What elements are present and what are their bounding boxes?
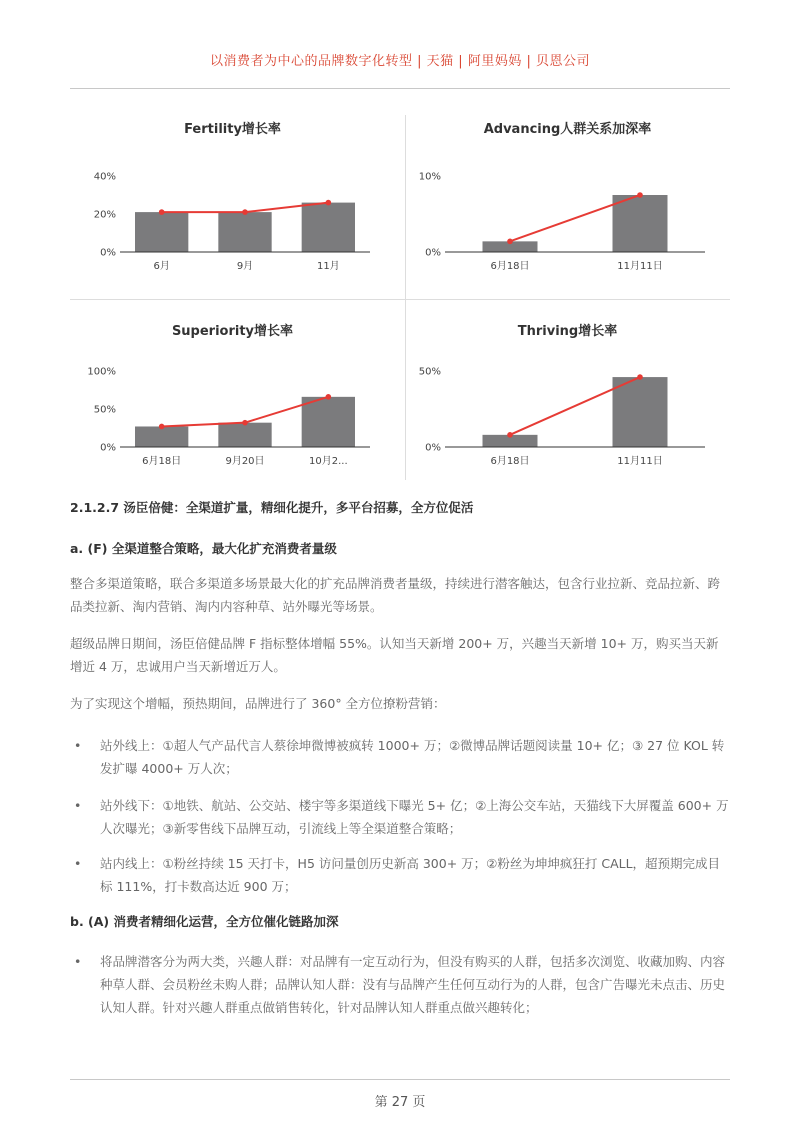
bar	[613, 377, 668, 447]
chart-fertility	[70, 98, 395, 298]
chart-title: Advancing人群关系加深率	[483, 122, 652, 137]
bullet-dot: •	[74, 856, 82, 871]
x-tick-label: 11月	[316, 261, 340, 272]
bar	[135, 212, 188, 252]
chart-svg	[405, 98, 730, 298]
bullet-item	[70, 950, 730, 1019]
x-tick-label: 9月	[236, 261, 254, 272]
subheading-b	[70, 912, 339, 930]
subheading-b-text: b. (A) 消费者精细化运营，全方位催化链路加深	[70, 914, 339, 929]
bullet-text: 站外线下：①地铁、航站、公交站、楼宇等多渠道线下曝光 5+ 亿；②上海公交车站，天猫线下大屏覆盖 600+ 万人次曝光；③新零售线下品牌互动，引流线上等全渠道整合策略；	[100, 798, 729, 836]
trend-point	[637, 192, 643, 198]
y-tick-label: 0%	[425, 442, 441, 454]
x-tick-label: 10月2...	[309, 456, 348, 467]
chart-title: Thriving增长率	[517, 324, 618, 339]
chart-superiority	[70, 300, 395, 485]
footer-rule	[70, 1079, 730, 1080]
y-tick-label: 0%	[425, 247, 441, 259]
chart-title: Superiority增长率	[171, 324, 294, 339]
bullet-item	[70, 734, 730, 780]
y-tick-label: 100%	[87, 366, 116, 378]
x-tick-label: 9月20日	[225, 456, 265, 467]
x-tick-label: 6月18日	[490, 261, 530, 272]
trend-point	[507, 239, 513, 245]
chart-thriving	[405, 300, 730, 485]
section-title: 2.1.2.7 汤臣倍健：全渠道扩量，精细化提升，多平台招募，全方位促活	[70, 500, 474, 515]
paragraph-3: 为了实现这个增幅，预热期间，品牌进行了 360° 全方位撩粉营销：	[70, 696, 446, 711]
x-tick-label: 6月18日	[490, 456, 530, 467]
page-header: 以消费者为中心的品牌数字化转型 | 天猫 | 阿里妈妈 | 贝恩公司	[210, 54, 590, 69]
page-number: 第 27 页	[374, 1095, 426, 1110]
trend-point	[242, 420, 248, 426]
paragraph-2: 超级品牌日期间，汤臣倍健品牌 F 指标整体增幅 55%。认知当天新增 200+ 万，兴趣当天新增 10+ 万，购买当天新增近 4 万，忠诚用户当天新增近万人。	[70, 636, 719, 674]
chart-divider-vertical	[405, 115, 406, 480]
header-rule	[70, 88, 730, 89]
chart-advancing	[405, 98, 730, 298]
bullet-item	[70, 852, 730, 898]
bar	[302, 397, 355, 447]
bullet-text: 站内线上：①粉丝持续 15 天打卡，H5 访问量创历史新高 300+ 万；②粉丝为坤坤疯狂打 CALL，超预期完成目标 111%，打卡数高达近 900 万；	[100, 856, 721, 894]
y-tick-label: 0%	[100, 247, 116, 259]
bar	[135, 426, 188, 447]
x-tick-label: 11月11日	[617, 261, 663, 272]
trend-point	[159, 424, 165, 430]
chart-svg	[70, 98, 395, 298]
trend-point	[326, 200, 332, 206]
y-tick-label: 10%	[418, 171, 441, 183]
bullet-text: 将品牌潜客分为两大类，兴趣人群：对品牌有一定互动行为，但没有购买的人群，包括多次浏览、收藏加购、内容种草人群、会员粉丝未购人群；品牌认知人群：没有与品牌产生任何互动行为的人群，包含广告曝光未点击、历史认知人群。针对兴趣人群重点做销售转化，针对品牌认知人群重点做兴趣转化；	[100, 954, 726, 1015]
bullet-dot: •	[74, 798, 82, 813]
y-tick-label: 20%	[93, 209, 116, 221]
subheading-a-text: a. (F) 全渠道整合策略，最大化扩充消费者量级	[70, 541, 337, 556]
bar	[218, 212, 271, 252]
paragraph-1: 整合多渠道策略，联合多渠道多场景最大化的扩充品牌消费者量级，持续进行潜客触达，包含行业拉新、竞品拉新、跨品类拉新、淘内营销、淘内内容种草、站外曝光等场景。	[70, 576, 721, 614]
x-tick-label: 11月11日	[617, 456, 663, 467]
chart-svg	[70, 300, 395, 485]
chart-divider-horizontal	[70, 299, 730, 300]
bar	[218, 423, 271, 447]
chart-svg	[405, 300, 730, 485]
trend-point	[637, 374, 643, 380]
trend-point	[507, 432, 513, 438]
bullet-item	[70, 794, 730, 840]
subheading-a	[70, 539, 337, 557]
y-tick-label: 50%	[418, 366, 441, 378]
y-tick-label: 40%	[93, 171, 116, 183]
bullet-dot: •	[74, 954, 82, 969]
x-tick-label: 6月	[153, 261, 170, 272]
bar	[302, 203, 355, 252]
trend-point	[326, 394, 332, 400]
chart-title: Fertility增长率	[184, 122, 281, 137]
x-tick-label: 6月18日	[142, 456, 182, 467]
trend-point	[159, 209, 165, 215]
bar	[613, 195, 668, 252]
y-tick-label: 0%	[100, 442, 116, 454]
trend-point	[242, 209, 248, 215]
bullet-text: 站外线上：①超人气产品代言人蔡徐坤微博被疯转 1000+ 万；②微博品牌话题阅读量 10+ 亿；③ 27 位 KOL 转发扩曝 4000+ 万人次；	[100, 738, 725, 776]
bullet-dot: •	[74, 738, 82, 753]
y-tick-label: 50%	[93, 404, 116, 416]
